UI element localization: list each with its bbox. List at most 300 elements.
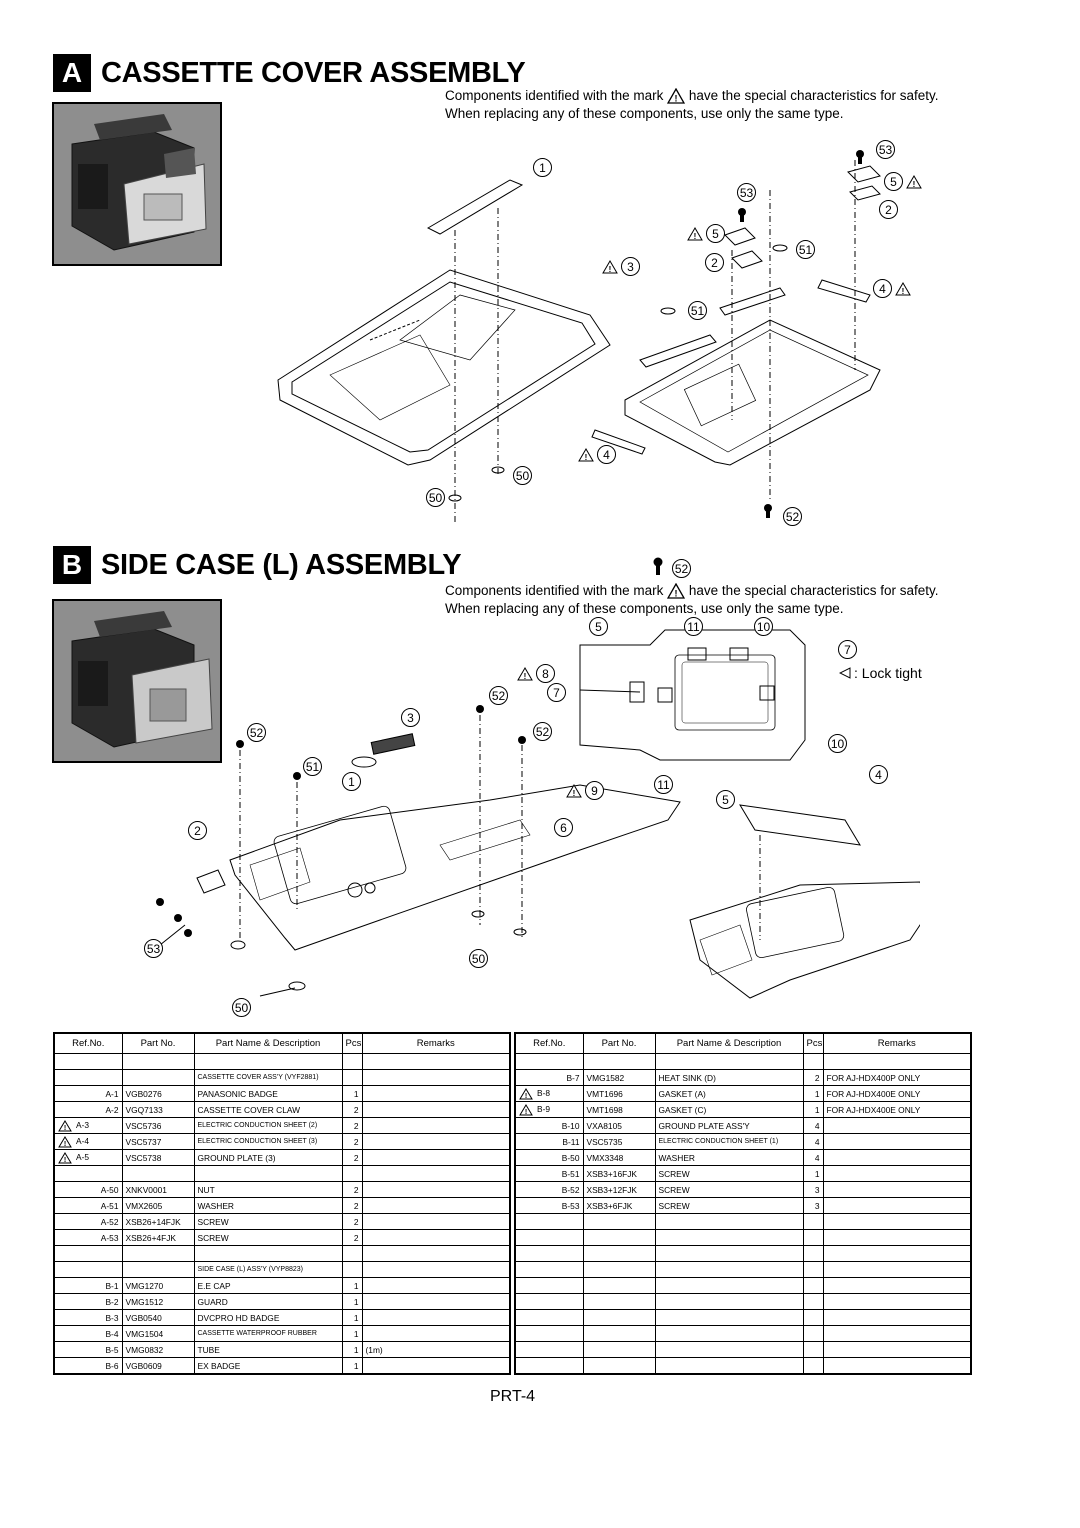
- section-b-safety-note: [445, 582, 939, 618]
- pcs-cell: [342, 1054, 362, 1070]
- ref-cell: A-50: [54, 1182, 122, 1198]
- table-row: [515, 1150, 971, 1166]
- pcs-cell: 2: [342, 1198, 362, 1214]
- svg-text:!: !: [524, 1092, 528, 1100]
- warning-triangle-icon: [58, 1120, 72, 1132]
- ref-cell: B-1: [54, 1278, 122, 1294]
- part-name-cell: [655, 1054, 803, 1070]
- ref-cell: A-53: [54, 1230, 122, 1246]
- remarks-cell: [823, 1134, 971, 1150]
- table-row: [54, 1342, 510, 1358]
- svg-text:!: !: [912, 179, 916, 189]
- warning-triangle-icon: [895, 282, 911, 296]
- callout-b-52-right: 52: [533, 722, 552, 741]
- remarks-cell: [823, 1310, 971, 1326]
- part-name-cell: GROUND PLATE (3): [194, 1150, 342, 1166]
- ref-cell: [54, 1070, 122, 1086]
- ref-cell: A-51: [54, 1198, 122, 1214]
- remarks-cell: FOR AJ-HDX400E ONLY: [823, 1086, 971, 1102]
- callout-b-8: ! 8: [517, 664, 555, 683]
- svg-text:!: !: [523, 671, 527, 681]
- safety-note-pre: Components identified with the mark: [445, 88, 664, 103]
- part-no-cell: [583, 1262, 655, 1278]
- callout-a-5-right: 5 !: [884, 172, 922, 191]
- pcs-cell: 1: [803, 1166, 823, 1182]
- remarks-cell: [362, 1182, 510, 1198]
- pcs-cell: 4: [803, 1134, 823, 1150]
- section-b-title: SIDE CASE (L) ASSEMBLY: [101, 548, 462, 581]
- pcs-cell: 2: [342, 1118, 362, 1134]
- warning-triangle-icon: [578, 448, 594, 462]
- part-no-cell: VSC5735: [583, 1134, 655, 1150]
- callout-a-50-right: 50: [513, 466, 532, 485]
- table-row: [54, 1294, 510, 1310]
- remarks-cell: [362, 1134, 510, 1150]
- part-no-cell: [583, 1294, 655, 1310]
- cassette-cover-exploded-diagram: [270, 130, 930, 530]
- table-row: [54, 1310, 510, 1326]
- pcs-cell: 1: [342, 1310, 362, 1326]
- callout-a-2: 2: [705, 253, 724, 272]
- remarks-cell: [362, 1198, 510, 1214]
- callout-b-5: 5: [716, 790, 735, 809]
- part-no-cell: [122, 1166, 194, 1182]
- remarks-cell: [362, 1278, 510, 1294]
- ref-cell: [515, 1342, 583, 1358]
- part-no-cell: VMG1512: [122, 1294, 194, 1310]
- part-name-cell: [194, 1166, 342, 1182]
- pcs-cell: 1: [342, 1342, 362, 1358]
- remarks-cell: [362, 1086, 510, 1102]
- remarks-cell: [823, 1182, 971, 1198]
- part-no-cell: VXA8105: [583, 1118, 655, 1134]
- svg-text:!: !: [63, 1124, 67, 1132]
- remarks-cell: [823, 1166, 971, 1182]
- remarks-cell: [362, 1358, 510, 1375]
- ref-cell: A-1: [54, 1086, 122, 1102]
- ref-text: A-5: [76, 1151, 90, 1162]
- warning-triangle-icon: [667, 88, 685, 104]
- remarks-cell: [362, 1262, 510, 1278]
- safety-note-post: have the special characteristics for safety.: [688, 583, 939, 598]
- part-name-cell: CASSETTE COVER CLAW: [194, 1102, 342, 1118]
- remarks-cell: [823, 1246, 971, 1262]
- sheet-a4-1: [818, 280, 870, 302]
- svg-text:!: !: [572, 788, 576, 798]
- pcs-cell: [803, 1054, 823, 1070]
- table-row: [515, 1310, 971, 1326]
- table-row: [515, 1278, 971, 1294]
- ref-cell: [515, 1262, 583, 1278]
- callout-b-11: 11: [654, 775, 673, 794]
- column-header: Ref.No.: [515, 1033, 583, 1054]
- remarks-cell: [823, 1342, 971, 1358]
- callout-b-51: 51: [303, 757, 322, 776]
- part-no-cell: VMX3348: [583, 1150, 655, 1166]
- callout-b-6: 6: [554, 818, 573, 837]
- column-header: Part No.: [122, 1033, 194, 1054]
- part-no-cell: VMG1270: [122, 1278, 194, 1294]
- ref-text: A-3: [76, 1119, 90, 1130]
- part-name-cell: SIDE CASE (L) ASS'Y (VYP8823): [194, 1262, 342, 1278]
- panasonic-badge-shape: [428, 180, 522, 234]
- svg-text:!: !: [524, 1108, 528, 1116]
- remarks-cell: [823, 1230, 971, 1246]
- part-no-cell: XSB26+14FJK: [122, 1214, 194, 1230]
- cassette-base-shape: [625, 320, 880, 465]
- lock-tight-legend: : Lock tight: [839, 665, 922, 681]
- part-name-cell: [655, 1246, 803, 1262]
- pcs-cell: 1: [803, 1086, 823, 1102]
- part-no-cell: VMG1582: [583, 1070, 655, 1086]
- part-no-cell: [583, 1246, 655, 1262]
- parts-table-right: [514, 1032, 972, 1375]
- remarks-cell: [362, 1166, 510, 1182]
- part-name-cell: WASHER: [655, 1150, 803, 1166]
- ref-cell: B-51: [515, 1166, 583, 1182]
- table-row: [54, 1198, 510, 1214]
- part-name-cell: CASSETTE WATERPROOF RUBBER: [194, 1326, 342, 1342]
- table-row: [515, 1070, 971, 1086]
- part-name-cell: [655, 1294, 803, 1310]
- part-no-cell: [583, 1358, 655, 1375]
- ref-cell: B-2: [54, 1294, 122, 1310]
- part-no-cell: [583, 1230, 655, 1246]
- table-row: [515, 1326, 971, 1342]
- pcs-cell: [803, 1310, 823, 1326]
- table-row: [515, 1118, 971, 1134]
- callout-a-52: 52: [783, 507, 802, 526]
- svg-text:!: !: [674, 93, 678, 104]
- ref-cell: B-11: [515, 1134, 583, 1150]
- part-name-cell: SCREW: [194, 1230, 342, 1246]
- pcs-cell: [803, 1278, 823, 1294]
- pcs-cell: [803, 1230, 823, 1246]
- table-row: [54, 1278, 510, 1294]
- section-b-badge: B: [53, 546, 91, 584]
- safety-note-pre: Components identified with the mark: [445, 583, 664, 598]
- warning-triangle-icon: [906, 175, 922, 189]
- ref-cell: [515, 1054, 583, 1070]
- callout-b-7: 7: [547, 683, 566, 702]
- remarks-cell: [362, 1294, 510, 1310]
- callout-b-1: 1: [342, 772, 361, 791]
- warning-triangle-icon: [687, 227, 703, 241]
- ref-cell: [515, 1326, 583, 1342]
- table-row: [54, 1182, 510, 1198]
- callout-b-5-top: 5: [589, 617, 608, 636]
- callout-a-51: 51: [688, 301, 707, 320]
- part-name-cell: [655, 1310, 803, 1326]
- pcs-cell: 4: [803, 1118, 823, 1134]
- remarks-cell: [362, 1230, 510, 1246]
- ref-cell: [515, 1214, 583, 1230]
- part-no-cell: VMG1504: [122, 1326, 194, 1342]
- part-no-cell: VMT1698: [583, 1102, 655, 1118]
- table-row: [54, 1246, 510, 1262]
- remarks-cell: [823, 1358, 971, 1375]
- remarks-cell: [823, 1054, 971, 1070]
- parts-table-left: [53, 1032, 511, 1375]
- part-name-cell: WASHER: [194, 1198, 342, 1214]
- callout-a-5: ! 5: [687, 224, 725, 243]
- remarks-cell: [362, 1070, 510, 1086]
- part-no-cell: VSC5736: [122, 1118, 194, 1134]
- ref-cell: [515, 1086, 583, 1102]
- gasket-shape: [740, 805, 860, 845]
- table-row: [515, 1262, 971, 1278]
- pcs-cell: 2: [342, 1214, 362, 1230]
- part-no-cell: VGB0540: [122, 1310, 194, 1326]
- remarks-cell: [823, 1262, 971, 1278]
- ref-cell: [515, 1294, 583, 1310]
- column-header: Part Name & Description: [655, 1033, 803, 1054]
- pcs-cell: [342, 1246, 362, 1262]
- part-name-cell: TUBE: [194, 1342, 342, 1358]
- ref-cell: [515, 1310, 583, 1326]
- pcs-cell: 1: [342, 1086, 362, 1102]
- safety-note-line2: When replacing any of these components, use only the same type.: [445, 601, 844, 616]
- svg-text:!: !: [674, 588, 678, 599]
- part-name-cell: [194, 1054, 342, 1070]
- remarks-cell: [823, 1150, 971, 1166]
- pcs-cell: [803, 1294, 823, 1310]
- remarks-cell: [823, 1214, 971, 1230]
- part-name-cell: SCREW: [655, 1198, 803, 1214]
- callout-b-52-top: 52: [672, 559, 691, 578]
- remarks-cell: [823, 1278, 971, 1294]
- section-a-title: CASSETTE COVER ASSEMBLY: [101, 56, 526, 89]
- page-number: PRT-4: [490, 1388, 536, 1405]
- ref-cell: A-52: [54, 1214, 122, 1230]
- svg-text:!: !: [584, 452, 588, 462]
- part-no-cell: [122, 1054, 194, 1070]
- section-a-camera-photo: [52, 102, 222, 266]
- callout-b-52-left: 52: [247, 723, 266, 742]
- part-name-cell: ELECTRIC CONDUCTION SHEET (3): [194, 1134, 342, 1150]
- pcs-cell: 1: [342, 1358, 362, 1375]
- pcs-cell: 1: [803, 1102, 823, 1118]
- part-no-cell: XSB26+4FJK: [122, 1230, 194, 1246]
- svg-text:!: !: [693, 231, 697, 241]
- pcs-cell: 3: [803, 1182, 823, 1198]
- column-header: Pcs: [803, 1033, 823, 1054]
- table-row: [515, 1182, 971, 1198]
- part-name-cell: SCREW: [655, 1166, 803, 1182]
- remarks-cell: [362, 1214, 510, 1230]
- table-row: [515, 1246, 971, 1262]
- ref-cell: [54, 1054, 122, 1070]
- part-no-cell: VGB0276: [122, 1086, 194, 1102]
- warning-triangle-icon: [519, 1104, 533, 1116]
- ref-cell: [515, 1358, 583, 1375]
- camera-illustration-a: [54, 104, 220, 264]
- ref-text: B-8: [537, 1087, 551, 1098]
- callout-b-4: 4: [869, 765, 888, 784]
- callout-a-2-right: 2: [879, 200, 898, 219]
- pcs-cell: 1: [342, 1294, 362, 1310]
- part-name-cell: CASSETTE COVER ASS'Y (VYF2881): [194, 1070, 342, 1086]
- remarks-cell: FOR AJ-HDX400E ONLY: [823, 1102, 971, 1118]
- ref-cell: B-53: [515, 1198, 583, 1214]
- callout-a-53-top: 53: [876, 140, 895, 159]
- table-header-row: [515, 1033, 971, 1054]
- warning-triangle-icon: [58, 1136, 72, 1148]
- part-name-cell: [655, 1326, 803, 1342]
- callout-b-2: 2: [188, 821, 207, 840]
- part-name-cell: ELECTRIC CONDUCTION SHEET (2): [194, 1118, 342, 1134]
- callout-b-11-top: 11: [684, 617, 703, 636]
- part-no-cell: XSB3+6FJK: [583, 1198, 655, 1214]
- table-row: [515, 1214, 971, 1230]
- ref-cell: [515, 1102, 583, 1118]
- pcs-cell: 2: [342, 1102, 362, 1118]
- callout-b-50-right: 50: [469, 949, 488, 968]
- part-no-cell: VMT1696: [583, 1086, 655, 1102]
- column-header: Remarks: [823, 1033, 971, 1054]
- remarks-cell: (1m): [362, 1342, 510, 1358]
- warning-triangle-icon: [517, 667, 533, 681]
- part-name-cell: [655, 1278, 803, 1294]
- remarks-cell: [362, 1150, 510, 1166]
- column-header: Part Name & Description: [194, 1033, 342, 1054]
- remarks-cell: FOR AJ-HDX400P ONLY: [823, 1070, 971, 1086]
- pcs-cell: 2: [803, 1070, 823, 1086]
- part-no-cell: [583, 1278, 655, 1294]
- table-row: [515, 1342, 971, 1358]
- table-row: [54, 1214, 510, 1230]
- table-row: [54, 1070, 510, 1086]
- part-name-cell: HEAT SINK (D): [655, 1070, 803, 1086]
- table-row: [54, 1086, 510, 1102]
- warning-triangle-icon: [58, 1152, 72, 1164]
- callout-b-52-center: 52: [489, 686, 508, 705]
- part-name-cell: E.E CAP: [194, 1278, 342, 1294]
- table-row: [54, 1102, 510, 1118]
- part-name-cell: NUT: [194, 1182, 342, 1198]
- ref-cell: B-5: [54, 1342, 122, 1358]
- pcs-cell: [342, 1166, 362, 1182]
- column-header: Part No.: [583, 1033, 655, 1054]
- callout-b-50-left: 50: [232, 998, 251, 1017]
- table-row: [515, 1230, 971, 1246]
- svg-text:!: !: [608, 264, 612, 274]
- callout-a-1: 1: [533, 158, 552, 177]
- pcs-cell: [342, 1262, 362, 1278]
- part-name-cell: ELECTRIC CONDUCTION SHEET (1): [655, 1134, 803, 1150]
- side-case-assembled-shape: [690, 882, 920, 998]
- ref-cell: [515, 1278, 583, 1294]
- table-row: [515, 1054, 971, 1070]
- part-no-cell: [122, 1246, 194, 1262]
- section-a-safety-note: [445, 87, 939, 123]
- table-row: [515, 1358, 971, 1375]
- part-no-cell: VMG0832: [122, 1342, 194, 1358]
- table-row: [515, 1134, 971, 1150]
- column-header: Ref.No.: [54, 1033, 122, 1054]
- remarks-cell: [823, 1326, 971, 1342]
- table-row: [54, 1230, 510, 1246]
- part-name-cell: PANASONIC BADGE: [194, 1086, 342, 1102]
- pcs-cell: 2: [342, 1182, 362, 1198]
- ref-text: B-9: [537, 1103, 551, 1114]
- sheet-a3-2: [720, 288, 785, 315]
- part-name-cell: [655, 1230, 803, 1246]
- part-name-cell: GROUND PLATE ASS'Y: [655, 1118, 803, 1134]
- ref-cell: [54, 1134, 122, 1150]
- pcs-cell: 1: [342, 1278, 362, 1294]
- table-row: [515, 1086, 971, 1102]
- pcs-cell: 2: [342, 1134, 362, 1150]
- warning-triangle-icon: [602, 260, 618, 274]
- ref-cell: [54, 1246, 122, 1262]
- pcs-cell: [803, 1246, 823, 1262]
- remarks-cell: [362, 1326, 510, 1342]
- table-row: [515, 1198, 971, 1214]
- ref-cell: [54, 1166, 122, 1182]
- ref-cell: [515, 1246, 583, 1262]
- part-no-cell: [122, 1070, 194, 1086]
- warning-triangle-icon: [519, 1088, 533, 1100]
- ref-cell: [515, 1230, 583, 1246]
- part-name-cell: DVCPRO HD BADGE: [194, 1310, 342, 1326]
- pcs-cell: 4: [803, 1150, 823, 1166]
- table-row: [515, 1102, 971, 1118]
- part-no-cell: VGB0609: [122, 1358, 194, 1375]
- section-a-badge: A: [53, 54, 91, 92]
- ref-cell: [54, 1150, 122, 1166]
- part-name-cell: EX BADGE: [194, 1358, 342, 1375]
- part-name-cell: [655, 1342, 803, 1358]
- part-name-cell: [655, 1214, 803, 1230]
- pcs-cell: 3: [803, 1198, 823, 1214]
- table-header-row: [54, 1033, 510, 1054]
- section-b-heading: [53, 546, 461, 584]
- part-no-cell: XSB3+16FJK: [583, 1166, 655, 1182]
- guard-shape: [197, 870, 225, 893]
- part-name-cell: GASKET (A): [655, 1086, 803, 1102]
- table-row: [54, 1118, 510, 1134]
- safety-note-post: have the special characteristics for safety.: [688, 88, 939, 103]
- part-name-cell: [194, 1246, 342, 1262]
- ref-cell: [54, 1118, 122, 1134]
- pcs-cell: [342, 1070, 362, 1086]
- part-no-cell: [583, 1054, 655, 1070]
- callout-b-10: 10: [828, 734, 847, 753]
- remarks-cell: [362, 1310, 510, 1326]
- safety-note-line2: When replacing any of these components, use only the same type.: [445, 106, 844, 121]
- callout-b-10-top: 10: [754, 617, 773, 636]
- ref-cell: B-6: [54, 1358, 122, 1375]
- screw-icon: [652, 557, 664, 577]
- table-row: [54, 1262, 510, 1278]
- table-row: [54, 1134, 510, 1150]
- remarks-cell: [823, 1198, 971, 1214]
- pcs-cell: 1: [342, 1326, 362, 1342]
- part-name-cell: SCREW: [194, 1214, 342, 1230]
- svg-text:!: !: [63, 1156, 67, 1164]
- part-name-cell: GASKET (C): [655, 1102, 803, 1118]
- callout-b-53: 53: [144, 939, 163, 958]
- svg-text:!: !: [63, 1140, 67, 1148]
- part-no-cell: [583, 1326, 655, 1342]
- sheet-a3-1: [640, 335, 716, 367]
- remarks-cell: [823, 1118, 971, 1134]
- ref-cell: B-3: [54, 1310, 122, 1326]
- callout-a-51-right: 51: [796, 240, 815, 259]
- part-no-cell: [583, 1310, 655, 1326]
- remarks-cell: [362, 1102, 510, 1118]
